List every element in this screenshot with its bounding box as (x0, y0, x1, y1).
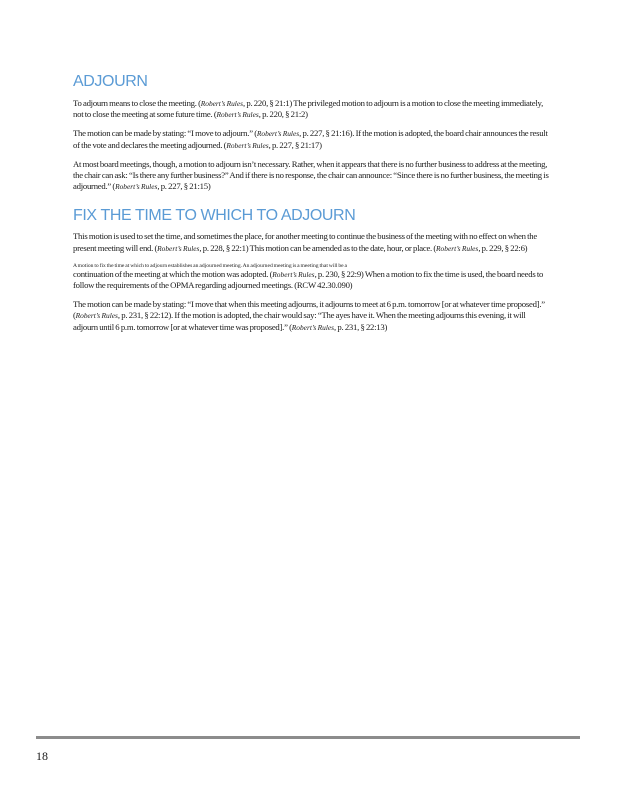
paragraph: To adjourn means to close the meeting. (Robert’s Rules, p. 220, § 21:1) The privileged motion to adjourn is a motion to close the meeting immediately, not to close the meeting at some future time. (Robert’s Rules, p. 220, § 21:2) (73, 98, 543, 120)
page-content (73, 72, 550, 341)
section-heading-fix-time: FIX THE TIME TO WHICH TO ADJOURN (73, 207, 356, 225)
paragraph: This motion is used to set the time, and sometimes the place, for another meeting to continue the business of the meeting with no effect on when the present meeting will end. (Robert’s Rules, p. 228, § 22:1) This motion can be amended as to the date, hour, or place. (Robert’s Rules, p. 229, § 22:6) (73, 231, 537, 253)
paragraph: The motion can be made by stating: “I move to adjourn.” (Robert’s Rules, p. 227, § 21:16). If the motion is adopted, the board chair announces the result of the vote and declares the meeting adjourned. (Robert’s Rules, p. 227, § 21:17) (73, 128, 548, 150)
small-print-line: A motion to fix the time at which to adjourn establishes an adjourned meeting. An adjourned meeting is a meeting that will be a (73, 262, 348, 269)
paragraph: At most board meetings, though, a motion to adjourn isn’t necessary. Rather, when it appears that there is no further business to address at the meeting, the chair can ask: “Is there any further business?” And if there is no response, the chair can announce: “Since there is no further business, the meeting is adjourned.” (Robert’s Rules, p. 227, § 21:15) (73, 158, 549, 192)
footer-rule (36, 736, 580, 739)
citation: Robert’s Rules (436, 243, 479, 253)
paragraph: continuation of the meeting at which the motion was adopted. (Robert’s Rules, p. 230, § 22:9) When a motion to fix the time is used, the board needs to follow the requirements of the OPMA regarding adjourned meetings. (RCW 42.30.090) (73, 268, 544, 291)
section-heading-adjourn: ADJOURN (73, 73, 148, 90)
citation: Robert’s Rules (291, 322, 335, 332)
citation: Robert’s Rules (200, 99, 244, 108)
citation: Robert’s Rules (216, 110, 259, 120)
paragraph: The motion can be made by stating: “I move that when this meeting adjourns, it adjourns to meet at 6 p.m. tomorrow [or at whatever time proposed].” (Robert’s Rules, p. 231, § 22:12). If the motion is adopted, the chair would say: “The ayes have it. When the meeting adjourns this evening, it will adjourn until 6 p.m. tomorrow [or at whatever time was proposed].” (Robert’s Rules, p. 231, § 22:13) (73, 299, 545, 332)
citation: Robert’s Rules (256, 129, 300, 139)
citation: Robert’s Rules (157, 243, 200, 253)
page-number: 18 (36, 749, 48, 763)
citation: Robert’s Rules (226, 140, 269, 150)
citation: Robert’s Rules (115, 182, 158, 192)
citation: Robert’s Rules (272, 269, 315, 279)
citation: Robert’s Rules (75, 311, 118, 321)
